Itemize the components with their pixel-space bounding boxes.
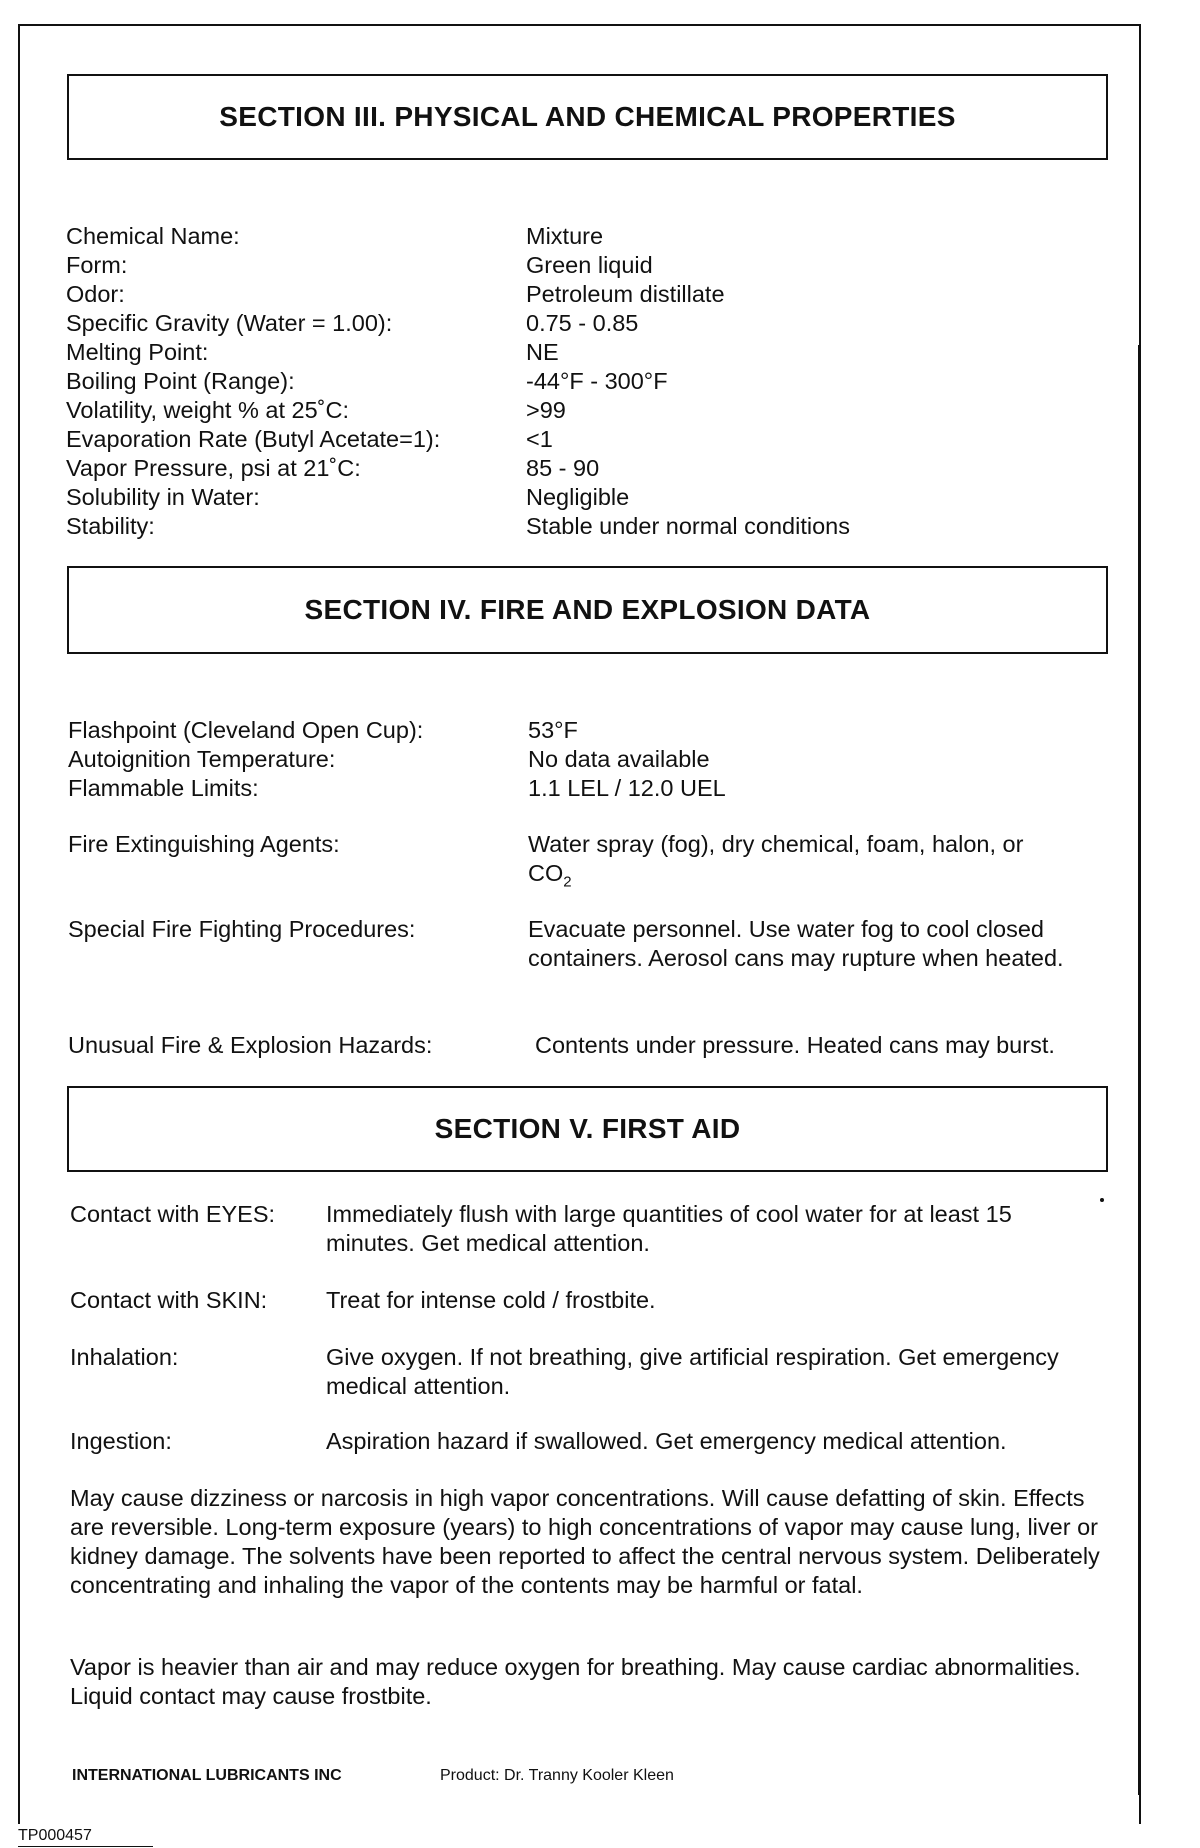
- page-id-rule: [18, 1846, 153, 1847]
- extinguishing-value-line1: Water spray (fog), dry chemical, foam, halon, or: [528, 831, 1024, 857]
- fire-data-value: 53°F: [528, 717, 578, 743]
- fire-data-row: [68, 716, 726, 745]
- property-label: Specific Gravity (Water = 1.00):: [66, 310, 393, 336]
- unusual-hazards-value: Contents under pressure. Heated cans may burst.: [535, 1032, 1055, 1058]
- footer-company: INTERNATIONAL LUBRICANTS INC: [72, 1767, 342, 1784]
- property-label: Chemical Name:: [66, 223, 240, 249]
- footer-product: Product: Dr. Tranny Kooler Kleen: [440, 1767, 674, 1784]
- page-id: TP000457: [18, 1827, 92, 1844]
- property-value: Mixture: [526, 223, 604, 249]
- property-label: Odor:: [66, 281, 125, 307]
- property-label: Evaporation Rate (Butyl Acetate=1):: [66, 426, 441, 452]
- first-aid-item: [70, 1343, 1110, 1403]
- fire-data-value: No data available: [528, 746, 710, 772]
- first-aid-value: Treat for intense cold / frostbite.: [326, 1287, 656, 1313]
- property-value: Negligible: [526, 484, 630, 510]
- first-aid-value: Aspiration hazard if swallowed. Get emergency medical attention.: [326, 1428, 1007, 1454]
- first-aid-label: Contact with SKIN:: [70, 1287, 268, 1313]
- health-effects-paragraph: May cause dizziness or narcosis in high vapor concentrations. Will cause defatting of skin. Effects are reversible. Long-term exposure (years) to high concentrations of vapor may cause lung, liver or kidney damage. The solvents have been reported to affect the central nervous system. Deliberately concentrating and inhaling the vapor of the contents may be harmful or fatal.: [70, 1485, 1100, 1598]
- property-row: [66, 338, 850, 367]
- section-4-title: SECTION IV. FIRE AND EXPLOSION DATA: [304, 594, 871, 625]
- first-aid-label: Ingestion:: [70, 1428, 172, 1454]
- fire-data-row: [68, 745, 726, 774]
- property-row: [66, 251, 850, 280]
- property-value: >99: [526, 397, 566, 423]
- property-row: [66, 454, 850, 483]
- fire-data-value: 1.1 LEL / 12.0 UEL: [528, 775, 726, 801]
- vapor-warning-paragraph: Vapor is heavier than air and may reduce oxygen for breathing. May cause cardiac abnormalities. Liquid contact may cause frostbite.: [70, 1654, 1081, 1709]
- property-row: [66, 309, 850, 338]
- extinguishing-agents: [68, 830, 1108, 890]
- property-value: Petroleum distillate: [526, 281, 725, 307]
- property-row: [66, 483, 850, 512]
- first-aid-item: [70, 1286, 1110, 1316]
- unusual-hazards: [68, 1031, 1108, 1061]
- first-aid-item: [70, 1427, 1110, 1457]
- section-4-header: [67, 566, 1108, 654]
- fire-data-label: Flammable Limits:: [68, 775, 259, 801]
- property-label: Melting Point:: [66, 339, 209, 365]
- co2-subscript: 2: [563, 873, 572, 891]
- extinguishing-value: [528, 830, 1088, 897]
- property-label: Volatility, weight % at 25˚C:: [66, 397, 349, 423]
- property-row: [66, 280, 850, 309]
- fire-data-label: Flashpoint (Cleveland Open Cup):: [68, 717, 424, 743]
- section-3-header: [67, 74, 1108, 160]
- special-procedures-value: Evacuate personnel. Use water fog to cool closed containers. Aerosol cans may rupture when heated.: [528, 916, 1064, 971]
- special-procedures-label: Special Fire Fighting Procedures:: [68, 916, 416, 942]
- property-row: [66, 512, 850, 541]
- first-aid-label: Contact with EYES:: [70, 1201, 276, 1227]
- property-row: [66, 425, 850, 454]
- property-value: 0.75 - 0.85: [526, 310, 639, 336]
- section-3-title: SECTION III. PHYSICAL AND CHEMICAL PROPERTIES: [219, 101, 956, 132]
- scan-edge-mark: [1138, 345, 1141, 1795]
- extinguishing-value-line2: [528, 859, 1088, 897]
- property-row: [66, 222, 850, 251]
- property-value: Stable under normal conditions: [526, 513, 850, 539]
- property-label: Boiling Point (Range):: [66, 368, 295, 394]
- property-value: -44°F - 300°F: [526, 368, 668, 394]
- first-aid-value: Give oxygen. If not breathing, give artificial respiration. Get emergency medical attention.: [326, 1344, 1059, 1399]
- property-value: Green liquid: [526, 252, 653, 278]
- property-value: <1: [526, 426, 553, 452]
- first-aid-value: Immediately flush with large quantities of cool water for at least 15 minutes. Get medical attention.: [326, 1201, 1012, 1256]
- fire-data-row: [68, 774, 726, 803]
- property-value: 85 - 90: [526, 455, 600, 481]
- property-label: Stability:: [66, 513, 155, 539]
- section-5-title: SECTION V. FIRST AID: [434, 1113, 741, 1144]
- fire-data-label: Autoignition Temperature:: [68, 746, 336, 772]
- first-aid-item: [70, 1200, 1110, 1260]
- extinguishing-label: Fire Extinguishing Agents:: [68, 831, 340, 857]
- section-4-properties: [68, 716, 726, 803]
- property-label: Form:: [66, 252, 128, 278]
- unusual-hazards-label: Unusual Fire & Explosion Hazards:: [68, 1032, 433, 1058]
- first-aid-label: Inhalation:: [70, 1344, 179, 1370]
- property-value: NE: [526, 339, 559, 365]
- property-label: Solubility in Water:: [66, 484, 260, 510]
- section-3-properties: [66, 222, 850, 541]
- section-5-header: [67, 1086, 1108, 1172]
- property-row: [66, 396, 850, 425]
- special-fire-procedures: [68, 915, 1108, 1005]
- co2-formula: CO: [528, 860, 564, 886]
- property-row: [66, 367, 850, 396]
- property-label: Vapor Pressure, psi at 21˚C:: [66, 455, 361, 481]
